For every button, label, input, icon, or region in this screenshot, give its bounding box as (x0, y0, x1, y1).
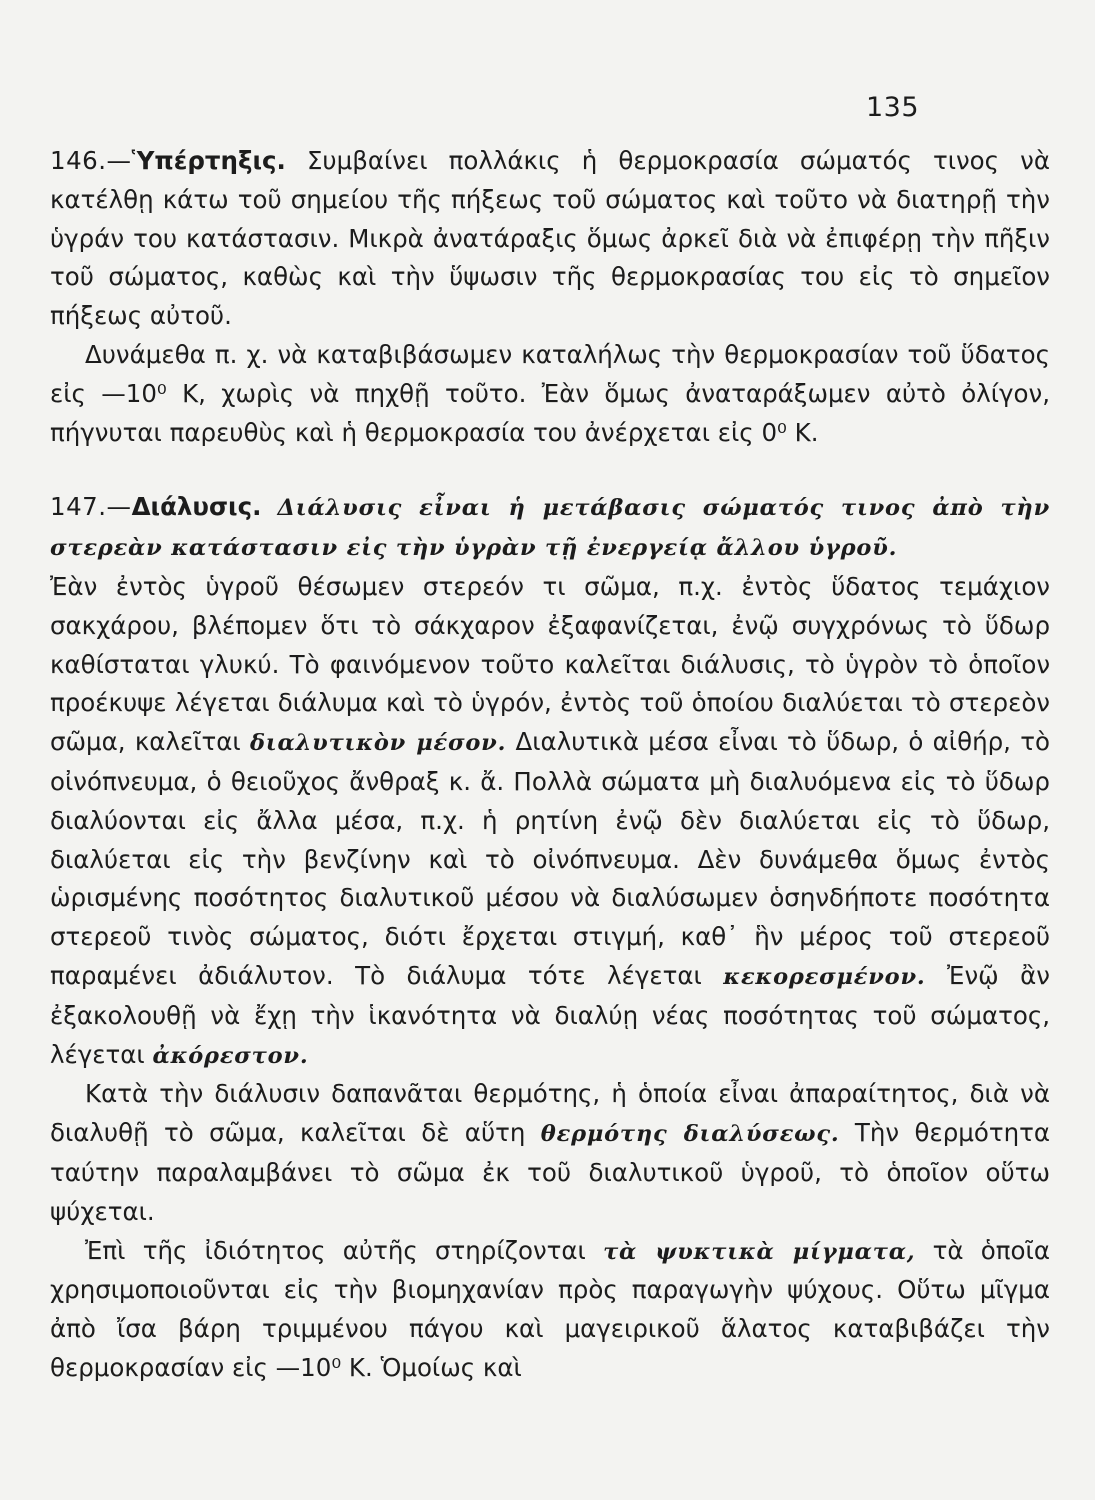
heat-text-a: Κατὰ τὴν διάλυσιν δαπανᾶται θερμότης, ἡ ὁποία εἶναι ἀπαραίτητος, διὰ νὰ διαλυθῇ τὸ σῶμα, καλεῖται δὲ αὕτη (50, 1079, 1050, 1148)
section-146-paragraph (50, 142, 1050, 336)
heat-of-solution-paragraph (50, 1075, 1050, 1231)
section-147-body (50, 568, 1050, 1075)
page-number: 135 (866, 92, 920, 123)
section-146-example: Δυνάμεθα π. χ. νὰ καταβιβάσωμεν καταλήλως τὴν θερμοκρασίαν τοῦ ὕδατος εἰς —10⁰ Κ, χωρὶς νὰ πηχθῇ τοῦτο. Ἐὰν ὅμως ἀναταράξωμεν αὐτὸ ὀλίγον, πήγνυται παρευθὺς καὶ ἡ θερμοκρασία του ἀνέρχεται εἰς 0⁰ Κ. (50, 339, 1050, 447)
cooling-mixtures-paragraph (50, 1232, 1050, 1388)
cooling-text-a: Ἐπὶ τῆς ἰδιότητος αὐτῆς στηρίζονται (85, 1235, 604, 1265)
section-147-paragraph (50, 488, 1050, 568)
term-solvent: διαλυτικὸν μέσον. (249, 730, 507, 757)
section-146-title: Ὑπέρτηξις. (131, 146, 286, 175)
term-saturated: κεκορεσμένον. (723, 963, 926, 990)
term-unsaturated: ἀκόρεστον. (152, 1042, 309, 1069)
section-147-number: 147.— (50, 492, 132, 522)
section-147-title: Διάλυσις. (131, 492, 262, 522)
section-146-text: Συμβαίνει πολλάκις ἡ θερμοκρασία σώματός τινος νὰ κατέλθῃ κάτω τοῦ σημείου τῆς πήξεως τοῦ σώματος καὶ τοῦτο νὰ διατηρῇ τὴν ὑγράν του κατάστασιν. Μικρὰ ἀνατάραξις ὅμως ἀρκεῖ διὰ νὰ ἐπιφέρῃ τὴν πῆξιν τοῦ σώματος, καθὼς καὶ τὴν ὕψωσιν τῆς θερμοκρασίας του εἰς τὸ σημεῖον πήξεως αὐτοῦ. (50, 146, 1050, 331)
section-147-definition: Διάλυσις εἶναι ἡ μετάβασις σώματός τινος ἀπὸ τὴν στερεὰν κατάστασιν εἰς τὴν ὑγρὰν τῇ ἐνεργείᾳ ἄλλου ὑγροῦ. (50, 495, 1050, 562)
term-heat-of-solution: θερμότης διαλύσεως. (540, 1121, 840, 1148)
page-body (50, 142, 1050, 1388)
section-147-text-c: Ἐνῷ ἂν ἐξακολουθῇ νὰ ἔχῃ τὴν ἱκανότητα νὰ διαλύῃ νέας ποσότητας τοῦ σώματος, λέγεται (50, 960, 1050, 1069)
term-cooling-mixtures: τὰ ψυκτικὰ μίγματα, (603, 1238, 916, 1265)
section-147-text-a: Ἐὰν ἐντὸς ὑγροῦ θέσωμεν στερεόν τι σῶμα, π.χ. ἐντὸς ὕδατος τεμάχιον σακχάρου, βλέπομεν ὅτι τὸ σάκχαρον ἐξαφανίζεται, ἐνῷ συγχρόνως τὸ ὕδωρ καθίσταται γλυκύ. Τὸ φαινόμενον τοῦτο καλεῖται διάλυσις, τὸ ὑγρὸν τὸ ὁποῖον προέκυψε λέγεται διάλυμα καὶ τὸ ὑγρόν, ἐντὸς τοῦ ὁποίου διαλύεται τὸ στερεὸν σῶμα, καλεῖται (50, 571, 1050, 757)
section-147-text-b: Διαλυτικὰ μέσα εἶναι τὸ ὕδωρ, ὁ αἰθήρ, τὸ οἰνόπνευμα, ὁ θειοῦχος ἄνθραξ κ. ἄ. Πολλὰ σώματα μὴ διαλυόμενα εἰς τὸ ὕδωρ διαλύονται εἰς ἄλλα μέσα, π.χ. ἡ ρητίνη ἐνῷ δὲν διαλύεται εἰς τὸ ὕδωρ, διαλύεται εἰς τὴν βενζίνην καὶ τὸ οἰνόπνευμα. Δὲν δυνάμεθα ὅμως ἐντὸς ὡρισμένης ποσότητος διαλυτικοῦ μέσου νὰ διαλύσωμεν ὁσηνδήποτε ποσότητα στερεοῦ τινὸς σώματος, διότι ἔρχεται στιγμή, καθ᾽ ἣν μέρος τοῦ στερεοῦ παραμένει ἀδιάλυτον. Τὸ διάλυμα τότε λέγεται (50, 727, 1050, 990)
section-146-number: 146.— (50, 146, 132, 175)
cooling-text-b: τὰ ὁποῖα χρησιμοποιοῦνται εἰς τὴν βιομηχανίαν πρὸς παραγωγὴν ψύχους. Οὕτω μῖγμα ἀπὸ ἴσα βάρη τριμμένου πάγου καὶ μαγειρικοῦ ἅλατος καταβιβάζει τὴν θερμοκρασίαν εἰς —10⁰ Κ. Ὁμοίως καὶ (50, 1235, 1050, 1382)
heat-text-b: Τὴν θερμότητα ταύτην παραλαμβάνει τὸ σῶμα ἐκ τοῦ διαλυτικοῦ ὑγροῦ, τὸ ὁποῖον οὕτω ψύχεται. (50, 1118, 1050, 1226)
